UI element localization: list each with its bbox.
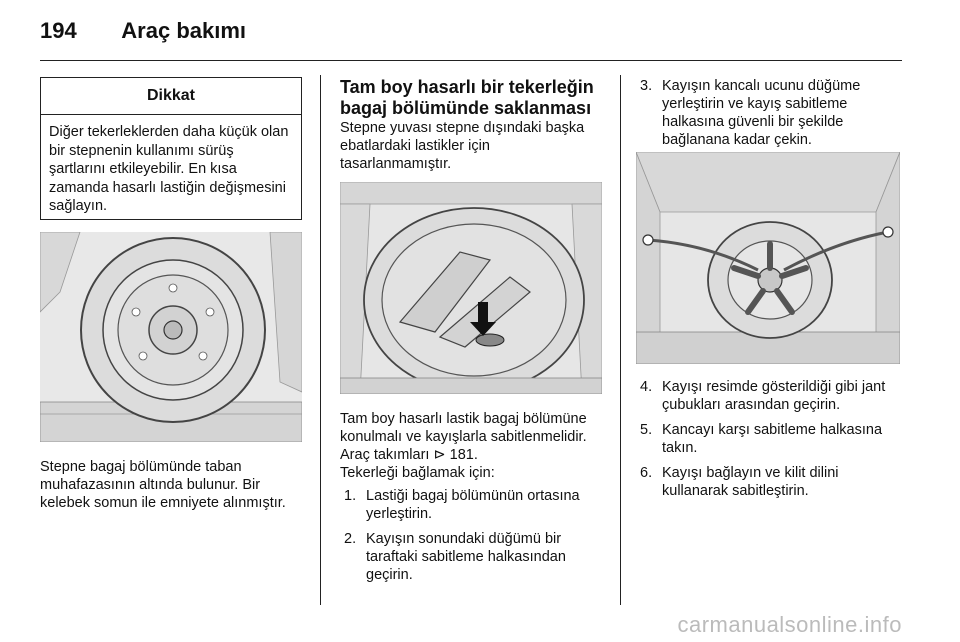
column-divider-2 [620, 75, 621, 605]
caution-box [40, 77, 302, 220]
left-caption: Stepne bagaj bölümünde taban muhafazasının altında bulunur. Bir kelebek somun ile emniyete alınmıştır. [40, 459, 286, 511]
column-divider-1 [320, 75, 321, 605]
list-item: 6. Kayışı bağlayın ve kilit dilini kullanarak sabitleştirin. [640, 465, 839, 499]
steps-list-1 [340, 487, 608, 584]
steps-lead: Tekerleği bağlamak için: [340, 465, 495, 481]
section-heading: Tam boy hasarlı bir tekerleğin bagaj bölümünde saklanması [340, 77, 594, 118]
list-item: 2. Kayışın sonundaki düğümü bir taraftaki sabitleme halkasından geçirin. [344, 531, 566, 583]
right-upper-text [636, 77, 901, 156]
middle-column [340, 77, 605, 173]
page-title: Araç bakımı [121, 18, 247, 43]
header-divider [40, 60, 902, 61]
steps-list-2 [636, 378, 904, 500]
list-item: 4. Kayışı resimde gösterildiği gibi jant çubukları arasından geçirin. [640, 379, 886, 413]
watermark: carmanualsonline.info [677, 612, 902, 637]
page-header [40, 18, 246, 44]
strapped-wheel-illustration [636, 152, 900, 364]
right-lower-text [636, 378, 904, 507]
strap-instruction: Tam boy hasarlı lastik bagaj bölümüne konulmalı ve kayışlarla sabitlenmelidir. Araç takımları ⊳ 181. [340, 411, 587, 463]
spare-wheel-illustration [40, 232, 302, 442]
list-item: 5. Kancayı karşı sabitleme halkasına takın. [640, 422, 883, 456]
page-number: 194 [40, 18, 77, 43]
list-item: 3. Kayışın kancalı ucunu düğüme yerleştirin ve kayış sabitleme halkasına güvenli bir şekilde bağlanana kadar çekin. [640, 78, 861, 148]
section-intro: Stepne yuvası stepne dışındaki başka ebatlardaki lastikler için tasarlanmamıştır. [340, 120, 585, 172]
wheel-well-illustration [340, 182, 602, 394]
middle-lower-text [340, 410, 608, 591]
caution-title: Dikkat [41, 78, 301, 115]
caution-text: Diğer tekerleklerden daha küçük olan bir stepnenin kullanımı sürüş şartlarını etkileyebilir. En kısa zamanda hasarlı lastiğin değişmesini sağlayın. [49, 124, 289, 214]
list-item: 1. Lastiği bagaj bölümünün ortasına yerleştirin. [344, 488, 580, 522]
